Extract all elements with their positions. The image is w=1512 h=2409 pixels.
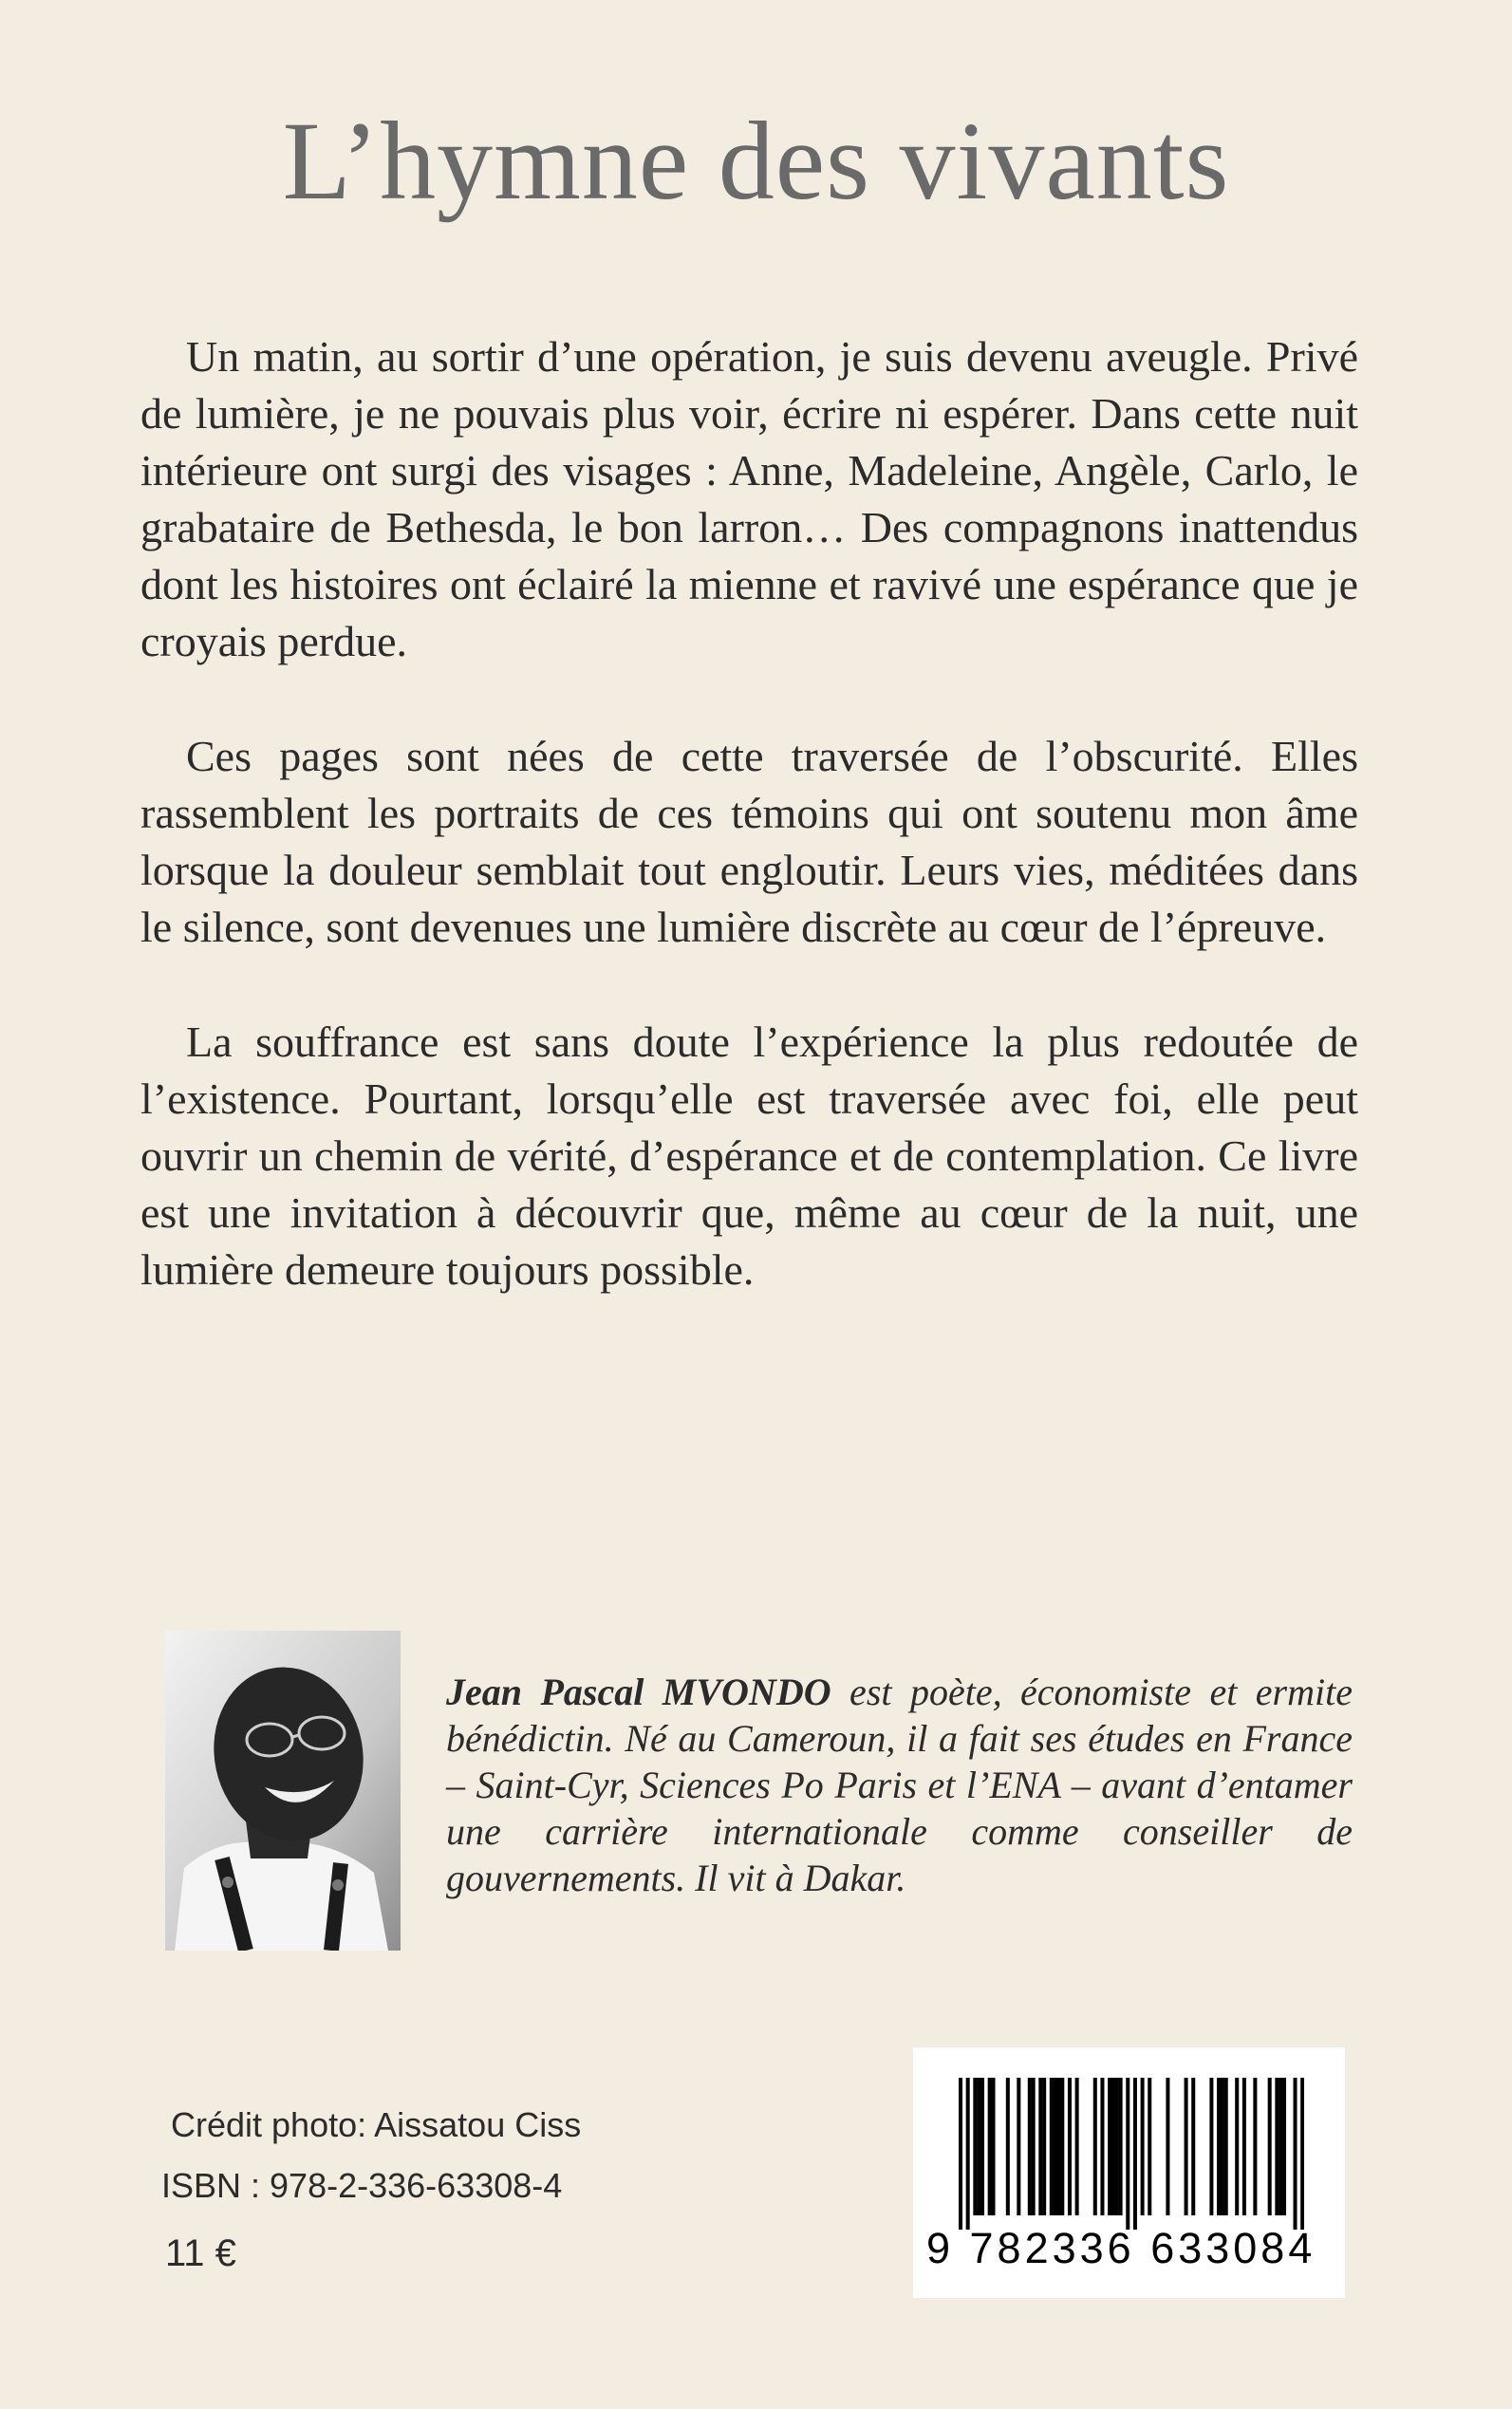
barcode-bar [1126, 2078, 1129, 2230]
barcode-bar [1056, 2078, 1060, 2215]
barcode-bar [1054, 2078, 1057, 2215]
barcode-bar [1275, 2078, 1279, 2215]
barcode-bar [1268, 2078, 1272, 2215]
barcode-bar [1133, 2078, 1137, 2230]
barcode-bar [1141, 2078, 1145, 2215]
price: 11 € [165, 2232, 236, 2274]
barcode-bar [1282, 2078, 1286, 2215]
author-bio-text: est poète, économiste et ermite bénédictin. Né au Cameroun, il a fait ses études en France – Saint-Cyr, Sciences Po Paris et l’ENA – avant d’entamer une carrière internationale comme conseiller de gouvernements. Il vit à Dakar. [446, 1671, 1353, 1899]
barcode-bar [1221, 2078, 1224, 2215]
barcode-bar [1279, 2078, 1282, 2215]
barcode-bar [1294, 2078, 1297, 2230]
barcode-bar [1100, 2078, 1104, 2215]
barcode-bar [1235, 2078, 1239, 2215]
blurb-paragraph-2: Ces pages sont nées de cette traversée de l’obscurité. Elles rassemblent les portraits de ces témoins qui ont soutenu mon âme lorsque la douleur semblait tout engloutir. Leurs vies, méditées dans le silence, sont devenues une lumière discrète au cœur de l’épreuve. [140, 732, 1358, 951]
barcode-bar [1006, 2078, 1010, 2215]
author-name: Jean Pascal MVONDO [446, 1671, 831, 1713]
barcode-bar [1253, 2078, 1257, 2215]
barcode-bar [1042, 2078, 1046, 2215]
barcode-bar [959, 2078, 962, 2230]
photo-credit: Crédit photo: Aissatou Ciss [171, 2105, 582, 2144]
barcode-bar [1148, 2078, 1151, 2215]
barcode-bar [1191, 2078, 1195, 2215]
barcode-bar [1028, 2078, 1032, 2215]
barcode-bar [1060, 2078, 1064, 2215]
blurb-paragraph-3: La souffrance est sans doute l’expérience la plus redoutée de l’existence. Pourtant, lorsqu’elle est traversée avec foi, elle peut ouvrir un chemin de vérité, d’espérance et de contemplation. Ce livre est une invitation à découvrir que, même au cœur de la nuit, une lumière demeure toujours possible. [140, 1018, 1358, 1294]
blurb [140, 328, 1358, 1356]
barcode-bar [980, 2078, 984, 2215]
barcode-digits: 9 782336 633084 [926, 2224, 1316, 2272]
barcode-bar [991, 2078, 995, 2215]
book-title: L’hymne des vivants [282, 99, 1230, 223]
barcode-bar [1300, 2078, 1304, 2230]
author-bio [446, 1669, 1353, 1901]
barcode-bar [1068, 2078, 1072, 2215]
barcode-bar [1209, 2078, 1213, 2215]
barcode-bar [1166, 2078, 1169, 2215]
barcode-bar [1111, 2078, 1115, 2215]
barcode-bar [1017, 2078, 1020, 2215]
barcode-bar [1038, 2078, 1042, 2215]
blurb-paragraph-1: Un matin, au sortir d’une opération, je suis devenu aveugle. Privé de lumière, je ne pouvais plus voir, écrire ni espérer. Dans cette nuit intérieure ont surgi des visages : Anne, Madeleine, Angèle, Carlo, le grabataire de Bethesda, le bon larron… Des compagnons inattendus dont les histoires ont éclairé la mienne et ravivé une espérance que je croyais perdue. [140, 332, 1358, 665]
barcode-bar [973, 2078, 977, 2215]
barcode-bar [1075, 2078, 1079, 2215]
barcode-bar [966, 2078, 970, 2230]
barcode-bar [1032, 2078, 1036, 2215]
barcode-bar [1217, 2078, 1221, 2215]
barcode-bar [1093, 2078, 1097, 2215]
barcode [913, 2047, 1345, 2298]
barcode-bar [1119, 2078, 1123, 2215]
barcode-bars [959, 2078, 1304, 2230]
barcode-bar [988, 2078, 992, 2215]
barcode-bar [1242, 2078, 1246, 2215]
barcode-bar [1224, 2078, 1228, 2215]
barcode-bar [1185, 2078, 1188, 2215]
barcode-bar [1115, 2078, 1119, 2215]
isbn: ISBN : 978-2-336-63308-4 [161, 2166, 563, 2205]
author-photo [165, 1631, 401, 1951]
barcode-bar [1050, 2078, 1054, 2215]
barcode-bar [977, 2078, 980, 2215]
barcode-bar [1108, 2078, 1111, 2215]
